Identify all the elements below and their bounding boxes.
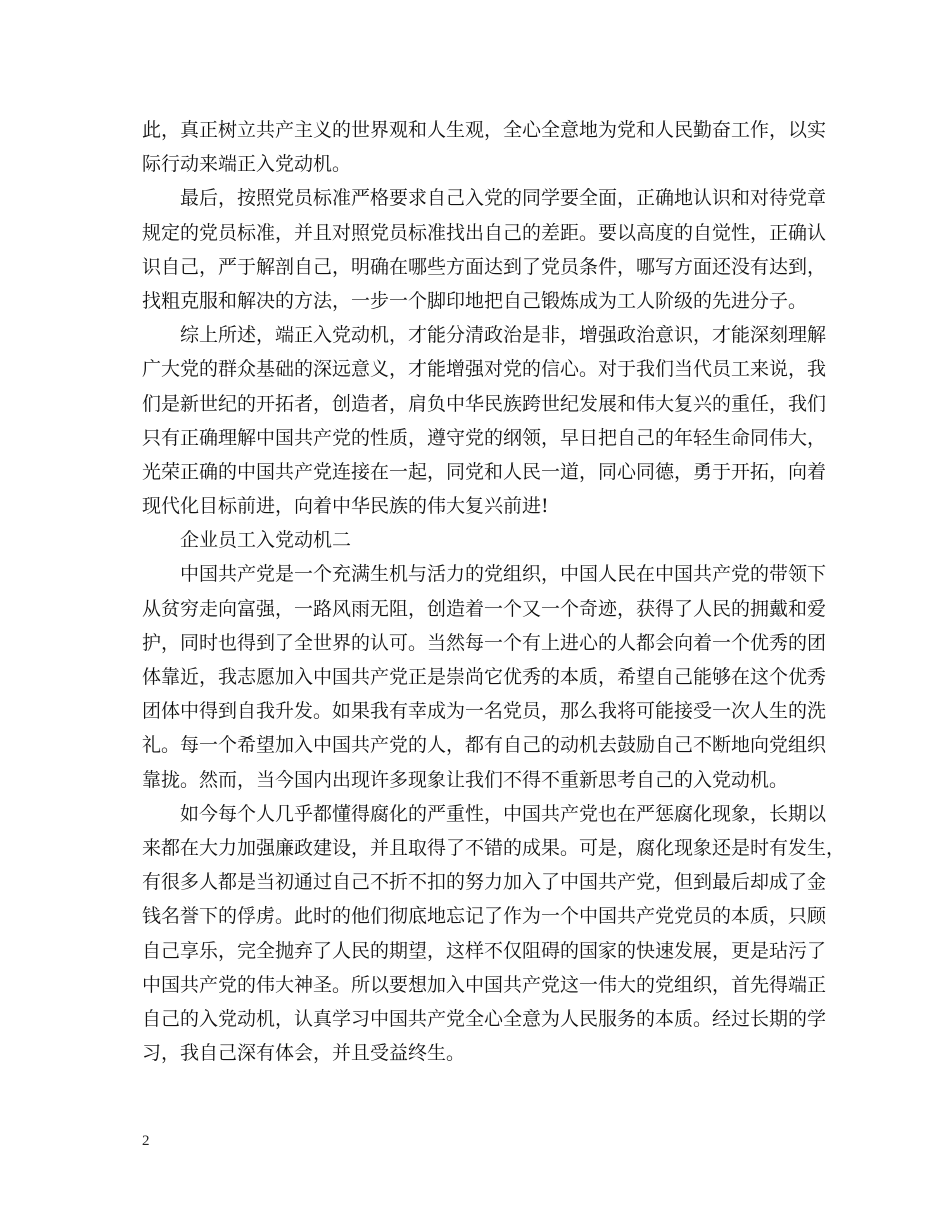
text-line: 中国共产党的伟大神圣。所以要想加入中国共产党这一伟大的党组织，首先得端正 [142,973,827,996]
text-line: 们是新世纪的开拓者，创造者，肩负中华民族跨世纪发展和伟大复兴的重任，我们 [142,392,827,415]
text-line: 来都在大力加强廉政建设，并且取得了不错的成果。可是，腐化现象还是时有发生， [142,836,846,859]
page-number: 2 [142,1133,150,1149]
text-line: 综上所述，端正入党动机，才能分清政治是非，增强政治意识，才能深刻理解 [180,324,827,347]
text-line: 光荣正确的中国共产党连接在一起，同党和人民一道，同心同德，勇于开拓，向着 [142,460,827,483]
document-body [142,113,846,1070]
text-line: 礼。每一个希望加入中国共产党的人，都有自己的动机去鼓励自己不断地向党组织 [142,734,827,757]
text-line: 自己享乐，完全抛弃了人民的期望，这样不仅阻碍的国家的快速发展，更是玷污了 [142,939,827,962]
text-line: 找粗克服和解决的方法，一步一个脚印地把自己锻炼成为工人阶级的先进分子。 [142,289,808,312]
text-line: 体靠近，我志愿加入中国共产党正是崇尚它优秀的本质，希望自己能够在这个优秀 [142,666,827,688]
text-line: 如今每个人几乎都懂得腐化的严重性，中国共产党也在严惩腐化现象，长期以 [180,802,827,825]
text-line: 际行动来端正入党动机。 [142,153,352,176]
text-line: 有很多人都是当初通过自己不折不扣的努力加入了中国共产党，但到最后却成了金 [142,871,827,894]
text-line: 钱名誉下的俘虏。此时的他们彻底地忘记了作为一个中国共产党党员的本质，只顾 [142,905,827,928]
text-line: 现代化目标前进，向着中华民族的伟大复兴前进! [142,495,549,518]
text-line: 团体中得到自我升发。如果我有幸成为一名党员，那么我将可能接受一次人生的洗 [142,700,827,723]
text-line: 靠拢。然而，当今国内出现许多现象让我们不得不重新思考自己的入党动机。 [142,768,789,791]
text-line: 识自己，严于解剖自己，明确在哪些方面达到了党员条件，哪写方面还没有达到， [142,255,827,278]
text-line: 规定的党员标准，并且对照党员标准找出自己的差距。要以高度的自觉性，正确认 [142,221,827,244]
text-line: 自己的入党动机，认真学习中国共产党全心全意为人民服务的本质。经过长期的学 [142,1007,827,1030]
text-line: 广大党的群众基础的深远意义，才能增强对党的信心。对于我们当代员工来说，我 [142,358,827,381]
text-line: 中国共产党是一个充满生机与活力的党组织，中国人民在中国共产党的带领下 [180,563,827,586]
text-line: 只有正确理解中国共产党的性质，遵守党的纲领，早日把自己的年轻生命同伟大， [142,426,827,449]
text-line: 从贫穷走向富强，一路风雨无阻，创造着一个又一个奇迹，获得了人民的拥戴和爱 [142,597,827,620]
text-line: 习，我自己深有体会，并且受益终生。 [142,1042,466,1065]
text-line: 企业员工入党动机二 [180,529,352,552]
text-line: 最后，按照党员标准严格要求自己入党的同学要全面，正确地认识和对待党章 [180,187,827,210]
text-line: 此，真正树立共产主义的世界观和人生观，全心全意地为党和人民勤奋工作，以实 [142,119,827,141]
text-line: 护，同时也得到了全世界的认可。当然每一个有上进心的人都会向着一个优秀的团 [142,631,827,654]
